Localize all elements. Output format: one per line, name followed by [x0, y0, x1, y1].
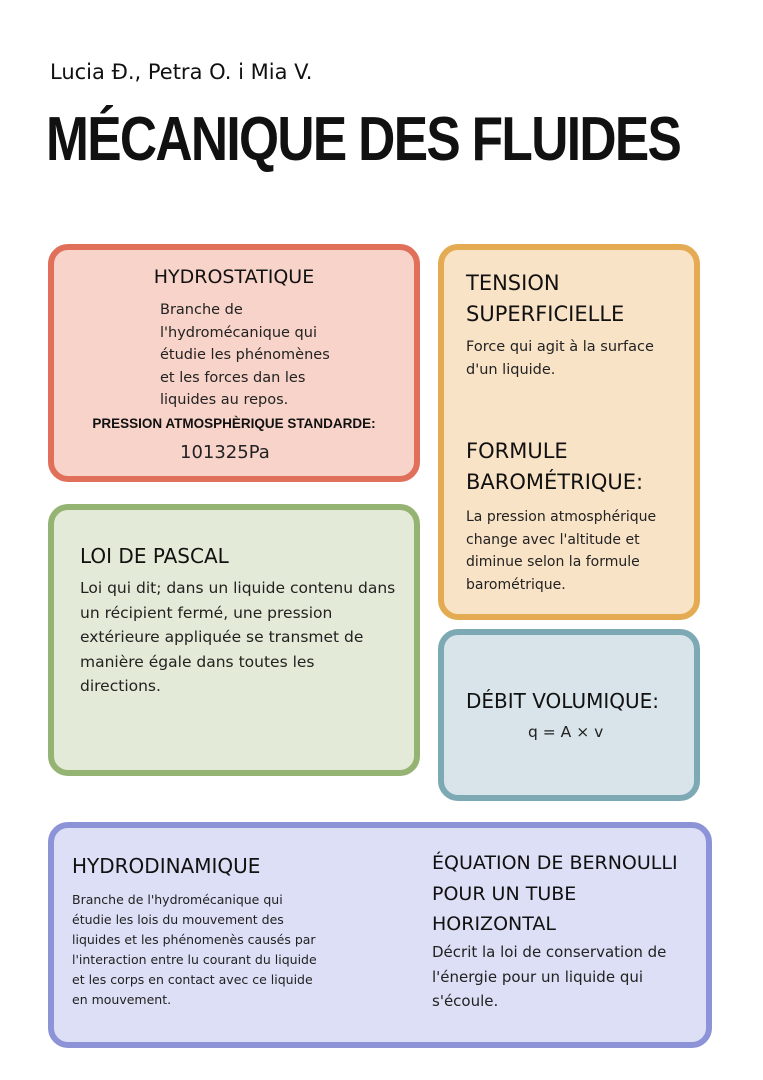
page-title: MÉCANIQUE DES FLUIDES	[46, 105, 681, 174]
authors: Lucia Đ., Petra O. i Mia V.	[50, 60, 313, 84]
pascal-card	[48, 504, 420, 776]
tension-body: Force qui agit à la surface d'un liquide.	[466, 339, 654, 378]
formule-heading: FORMULE BAROMÉTRIQUE:	[466, 439, 644, 494]
hydrodinamique-heading: HYDRODINAMIQUE	[72, 854, 261, 878]
pascal-body: Loi qui dit; dans un liquide contenu dans un récipient fermé, une pression extérieure appliquée se transmet de manière égale dans toutes les directions.	[80, 579, 396, 695]
hydrostatique-card	[48, 244, 420, 482]
pressure-value: 101325Pa	[180, 442, 270, 463]
tension-heading: TENSION SUPERFICIELLE	[466, 271, 625, 326]
pascal-heading: LOI DE PASCAL	[80, 544, 229, 568]
hydrostatique-body: Branche de l'hydromécanique qui étudie les phénomènes et les forces dan les liquides au repos.	[160, 302, 330, 408]
pressure-label: PRESSION ATMOSPHÈRIQUE STANDARDE:	[92, 416, 376, 431]
hydrostatique-heading: HYDROSTATIQUE	[153, 266, 315, 288]
debit-formula: q = A × v	[528, 723, 604, 741]
hydrodinamique-card	[48, 822, 712, 1048]
formule-body: La pression atmosphérique change avec l'altitude et diminue selon la formule barométrique.	[466, 509, 657, 593]
bernoulli-body: Décrit la loi de conservation de l'énergie pour un liquide qui s'écoule.	[432, 943, 667, 1010]
bernoulli-heading: ÉQUATION DE BERNOULLI POUR UN TUBE HORIZONTAL	[432, 852, 678, 935]
hydrodinamique-body: Branche de l'hydromécanique qui étudie les lois du mouvement des liquides et les phénomenès causés par l'interaction entre lu courant du liquide et les corps en contact avec ce liquide en mouvement.	[72, 892, 317, 1007]
debit-card	[438, 629, 700, 801]
tension-formule-card	[438, 244, 700, 620]
debit-heading: DÉBIT VOLUMIQUE:	[466, 689, 659, 713]
